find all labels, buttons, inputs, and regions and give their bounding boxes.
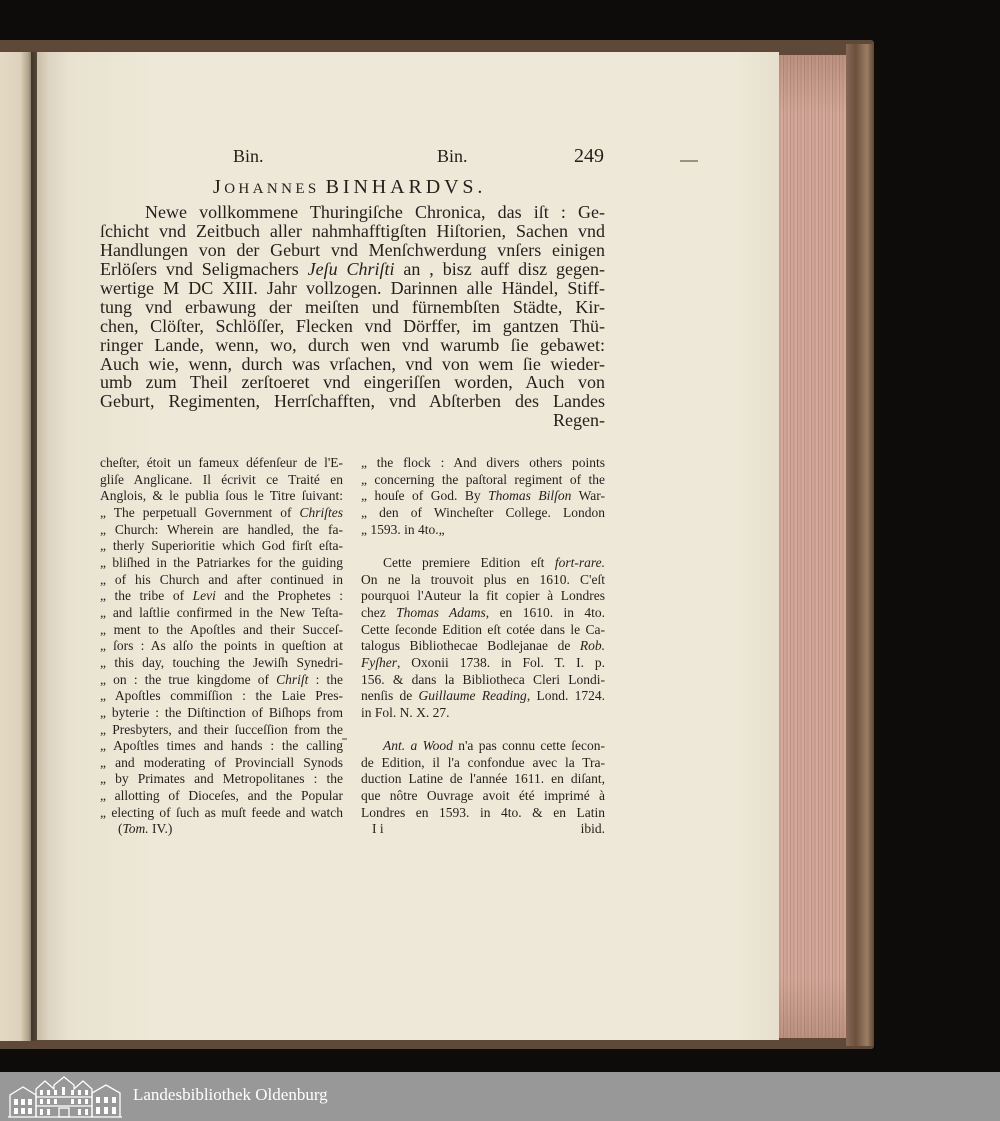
left-column-line — [100, 505, 343, 522]
right-column-line — [361, 655, 605, 672]
italic-run: Thomas Adams — [396, 604, 486, 620]
right-column-line — [361, 555, 605, 572]
text-run: „ bliſhed in the Patriarkes for the guiding — [100, 554, 343, 570]
text-run: „ ment to the Apoſtles and their Succeſ- — [100, 621, 343, 637]
text-run: „ The perpetuall Government of — [100, 504, 300, 520]
text-run: Erlöſers vnd Seligmachers — [100, 258, 308, 279]
text-run: de Edition, il l'a confondue avec la Tra- — [361, 754, 605, 770]
left-column-line — [100, 738, 343, 755]
left-column-line — [100, 805, 343, 822]
right-column-line — [361, 672, 605, 689]
facing-page-edge — [0, 52, 31, 1041]
text-run: , Lond. 1724. — [526, 688, 605, 704]
right-column-line — [361, 455, 605, 472]
text-run: Regen- — [553, 410, 605, 431]
text-run: „ the flock : And divers others points — [361, 455, 605, 470]
text-run: in Fol. N. X. 27. — [361, 704, 450, 720]
text-run: Cette ſeconde Edition eſt cotée dans le Ca- — [361, 621, 605, 637]
text-run: , Oxonii 1738. in Fol. T. I. p. — [397, 654, 605, 670]
text-run: ringer Lande, wenn, wo, durch wen vnd warumb ſie gebawet: — [100, 334, 605, 355]
right-column-line — [361, 572, 605, 589]
text-run: 156. & dans la Bibliotheca Cleri Londi- — [361, 671, 605, 687]
text-run: Londres en 1593. in 4to. & en Latin — [361, 804, 605, 820]
page-number: 249 — [574, 145, 604, 167]
left-column-line — [100, 522, 343, 539]
right-column-line — [361, 805, 605, 822]
text-run: nenſis de — [361, 688, 419, 704]
volume-note — [100, 821, 343, 838]
left-column-line — [100, 472, 343, 489]
text-run: „ Presbyters, and their ſucceſſion from the — [100, 721, 343, 737]
left-column-line — [100, 655, 343, 672]
running-head-left: Bin. — [233, 146, 264, 166]
margin-mark — [680, 160, 698, 162]
text-run: „ allotting of Dioceſes, and the Popular — [100, 788, 343, 804]
italic-run: fort-rare. — [554, 554, 605, 570]
text-run: Cette premiere Edition eſt — [383, 554, 555, 570]
text-run: Newe vollkommene Thuringiſche Chronica, das iſt : Ge- — [145, 202, 605, 222]
text-run: , en 1610. in 4to. — [485, 604, 605, 620]
italic-run: Levi — [192, 588, 216, 604]
right-column-line — [361, 688, 605, 705]
right-column-line — [361, 488, 605, 505]
cover-edge — [846, 44, 874, 1046]
text-run: On ne la trouvoit plus en 1610. C'eſt — [361, 571, 605, 587]
entry-heading-surname: BINHARDVS. — [325, 176, 487, 198]
left-column-line — [100, 771, 343, 788]
text-run: Handlungen von der Geburt vnd Menſchwerdung vnſers einigen — [100, 239, 605, 260]
right-column-line — [361, 755, 605, 772]
signature-mark: I i — [372, 821, 384, 837]
left-column-line — [100, 488, 343, 505]
entry-heading — [213, 176, 486, 199]
right-column-line — [361, 622, 605, 639]
text-run: „ electing of ſuch as muſt feede and watch — [100, 804, 343, 820]
italic-run: Fyſher — [361, 654, 397, 670]
italic-run: Thomas Bilſon — [488, 488, 572, 504]
book-title-transcription — [100, 203, 605, 430]
text-run: „ ſors : As alſo the points in queſtion at — [100, 638, 343, 654]
text-run: „ concerning the paſtoral regiment of the — [361, 471, 605, 487]
italic-run: Guillaume Reading — [418, 688, 527, 704]
title-text-line — [100, 222, 605, 241]
left-column-line — [100, 455, 343, 472]
text-run: talogus Bibliothecae Bodlejanae de — [361, 638, 580, 654]
text-run: ( — [118, 821, 123, 837]
text-run: Auch wie, wenn, durch was vrſachen, vnd von wem ſie wieder- — [100, 353, 605, 374]
text-run: pourquoi l'Auteur la fit copier à Londres — [361, 588, 605, 604]
right-column — [361, 455, 605, 838]
right-column-line — [361, 705, 605, 722]
text-run: „ by Primates and Metropolitanes : the — [100, 771, 343, 787]
right-column-line — [361, 588, 605, 605]
right-column-line — [361, 605, 605, 622]
title-text-line — [100, 241, 605, 260]
italic-run: Rob. — [579, 638, 605, 654]
text-run: an , bisz auff disz gegen- — [394, 258, 605, 279]
left-column-line — [100, 688, 343, 705]
text-run: : the — [308, 671, 344, 687]
text-run: War- — [571, 488, 606, 504]
left-column-line — [100, 722, 343, 739]
title-text-line — [100, 279, 605, 298]
left-column — [100, 455, 343, 838]
text-run: „ Church: Wherein are handled, the fa- — [100, 521, 343, 537]
italic-run: Tom. — [122, 821, 149, 837]
text-run: umb zum Theil zerſtoeret vnd eingeriſſen worden, Auch von — [100, 372, 605, 393]
left-column-line — [100, 672, 343, 689]
page-fore-edge — [779, 55, 846, 1038]
text-run: „ therly Superioritie which God firſt eſta- — [100, 538, 343, 554]
right-column-line — [361, 738, 605, 755]
text-run: ſchicht vnd Zeitbuch aller nahmhafftigſten Hiſtorien, Sachen vnd — [100, 220, 605, 241]
title-text-line — [100, 336, 605, 355]
italic-run: Ant. a Wood — [383, 738, 453, 754]
text-run: Anglois, & le publia ſous le Titre ſuivant: — [100, 488, 343, 504]
right-column-line — [361, 522, 605, 539]
left-column-line — [100, 622, 343, 639]
title-text-line — [100, 317, 605, 336]
left-column-line — [100, 588, 343, 605]
entry-heading-forename: JOHANNES — [213, 176, 320, 198]
right-column-line — [361, 788, 605, 805]
text-run: chen, Clöſter, Schlöſſer, Flecken vnd Dörffer, im gantzen Thü- — [100, 315, 605, 336]
text-run: cheſter, étoit un fameux défenſeur de l'E- — [100, 455, 343, 470]
text-run: chez — [361, 604, 397, 620]
italic-run: Chriſt — [276, 671, 309, 687]
text-run: que nôtre Ouvrage avoit été imprimé à — [361, 788, 605, 804]
text-run: gliſe Anglicane. Il écrivit ce Traité en — [100, 471, 343, 487]
signature-row — [361, 821, 605, 838]
right-column-line — [361, 638, 605, 655]
library-name: Landesbibliothek Oldenburg — [133, 1085, 328, 1104]
title-text-line — [100, 298, 605, 317]
paragraph-gap — [361, 722, 605, 739]
left-column-line — [100, 538, 343, 555]
text-run: duction Latine de l'année 1611. en diſant, — [361, 771, 605, 787]
text-run: „ and moderating of Provinciall Synods — [100, 754, 343, 770]
text-run: wertige M DC XIII. Jahr vollzogen. Darinnen alle Händel, Stiff- — [100, 277, 605, 298]
text-run: n'a pas connu cette ſecon- — [452, 738, 605, 754]
italic-run: Chriſtes — [299, 504, 343, 520]
text-run: „ this day, touching the Jewiſh Synedri- — [100, 654, 343, 670]
left-column-line — [100, 638, 343, 655]
title-text-line — [100, 355, 605, 374]
right-column-line — [361, 505, 605, 522]
title-text-line — [100, 411, 605, 430]
text-run: „ Apoſtles times and hands : the calling — [100, 738, 343, 754]
library-building-icon — [7, 1075, 123, 1119]
text-run: „ of his Church and after continued in — [100, 571, 343, 587]
right-column-text — [361, 455, 605, 821]
paragraph-gap — [361, 538, 605, 555]
title-text-line — [100, 260, 605, 279]
text-run: „ den of Wincheſter College. London — [361, 504, 605, 520]
catchword: ibid. — [580, 821, 605, 837]
text-run: Geburt, Regimenten, Herrſchafften, vnd Abſterben des Landes — [100, 391, 605, 412]
text-run: „ byterie : the Diſtinction of Biſhops from — [100, 704, 343, 720]
left-column-line — [100, 572, 343, 589]
left-column-line — [100, 555, 343, 572]
title-text-line — [100, 373, 605, 392]
left-column-line — [100, 755, 343, 772]
left-column-line — [100, 705, 343, 722]
text-run: IV.) — [148, 821, 173, 837]
italic-run: Jeſu Chriſti — [307, 258, 395, 279]
text-run: „ 1593. in 4to.„ — [361, 521, 445, 537]
text-run: „ Apoſtles commiſſion : the Laie Pres- — [100, 688, 343, 704]
text-run: „ and laſtlie confirmed in the New Teſta- — [100, 604, 343, 620]
text-run: and the Prophetes : — [215, 588, 343, 604]
left-column-line — [100, 605, 343, 622]
running-head-center: Bin. — [437, 146, 468, 166]
text-run: „ on : the true kingdome of — [100, 671, 277, 687]
left-column-line — [100, 788, 343, 805]
text-run: tung vnd erbawung der meiſten und fürnembſten Städte, Kir- — [100, 296, 605, 317]
title-text-line — [100, 203, 605, 222]
text-run: „ houſe of God. By — [361, 488, 489, 504]
text-run: „ the tribe of — [100, 588, 193, 604]
right-column-line — [361, 771, 605, 788]
right-column-line — [361, 472, 605, 489]
title-text-line — [100, 392, 605, 411]
